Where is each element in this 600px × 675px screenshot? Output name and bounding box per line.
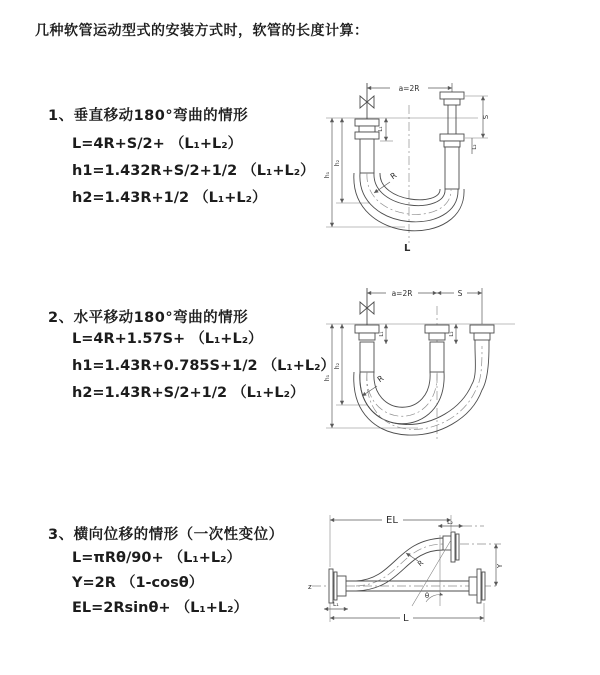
moving-hose-fitting-position-2	[470, 325, 494, 346]
formula-line: h2=1.43R+S/2+1/2 （L₁+L₂）	[72, 385, 305, 401]
formula-line: L=4R+1.57S+ （L₁+L₂）	[72, 331, 263, 347]
dim-label-el: EL	[386, 515, 398, 526]
diagram-lateral-displacement	[300, 505, 600, 650]
formula-line: Y=2R （1-cosθ）	[72, 575, 204, 591]
right-hose-fitting-two-positions	[440, 92, 464, 189]
dim-label-length-l: L	[403, 613, 409, 624]
dim-label-l1: L₁	[333, 601, 339, 608]
formula-line: h1=1.432R+S/2+1/2 （L₁+L₂）	[72, 163, 315, 179]
valve-icon	[360, 288, 374, 325]
diagram-vertical-180-bend	[310, 75, 600, 255]
label-length-l: L	[404, 243, 411, 254]
diagram-horizontal-180-bend	[310, 280, 600, 455]
moving-hose-fitting-position-1	[425, 325, 449, 372]
dim-label-h2: h₂	[334, 159, 341, 167]
hose-u-loop-position-1	[360, 372, 444, 424]
section-3-heading: 3、横向位移的情形（一次性变位）	[48, 527, 284, 543]
section-1-formulas	[72, 131, 315, 212]
label-radius-r: R	[416, 558, 426, 569]
dim-label-h1: h₁	[324, 374, 331, 382]
section-2-formulas	[72, 326, 335, 407]
formula-line: EL=2Rsinθ+ （L₁+L₂）	[72, 600, 248, 616]
dim-label-h2: h₂	[334, 362, 341, 370]
hose-s-curve	[356, 538, 443, 591]
dim-label-s: S	[482, 114, 490, 120]
radius-leader-arrow	[406, 553, 418, 561]
dim-label-a2r: a=2R	[391, 289, 413, 298]
dim-label-l1: L₁	[379, 331, 385, 337]
section-3-formulas	[72, 546, 248, 621]
section-1-heading: 1、垂直移动180°弯曲的情形	[48, 108, 249, 124]
label-theta: θ	[424, 592, 430, 600]
valve-icon	[360, 83, 374, 119]
formula-line: h1=1.43R+0.785S+1/2 （L₁+L₂）	[72, 358, 335, 374]
dim-label-l2: L₂	[472, 144, 478, 150]
fixed-hose-fitting	[355, 325, 379, 372]
dim-label-l1: L₁	[378, 126, 384, 132]
left-flange	[329, 569, 346, 603]
radius-leader-arrow	[374, 182, 390, 193]
left-hose-fitting	[355, 119, 379, 173]
label-radius-r: R	[388, 170, 399, 182]
formula-line: L=πRθ/90+ （L₁+L₂）	[72, 550, 241, 566]
dim-label-h1: h₁	[324, 171, 331, 179]
section-2-heading: 2、水平移动180°弯曲的情形	[48, 310, 249, 326]
dim-label-l2: L₂	[447, 519, 453, 526]
formula-line: L=4R+S/2+ （L₁+L₂）	[72, 136, 243, 152]
label-radius-r: R	[375, 373, 386, 385]
upper-flange-displaced-position	[443, 532, 459, 562]
dim-label-y: Y	[496, 563, 504, 569]
dim-label-a2r: a=2R	[398, 84, 420, 93]
radius-leader-arrow	[362, 386, 377, 396]
dim-label-s: S	[457, 289, 463, 298]
dim-label-l2: L₂	[449, 331, 455, 337]
right-flange-original-position	[477, 569, 485, 603]
page-title: 几种软管运动型式的安装方式时，软管的长度计算：	[35, 23, 369, 39]
formula-line: h2=1.43R+1/2 （L₁+L₂）	[72, 190, 267, 206]
label-end-mark: z	[308, 583, 312, 591]
